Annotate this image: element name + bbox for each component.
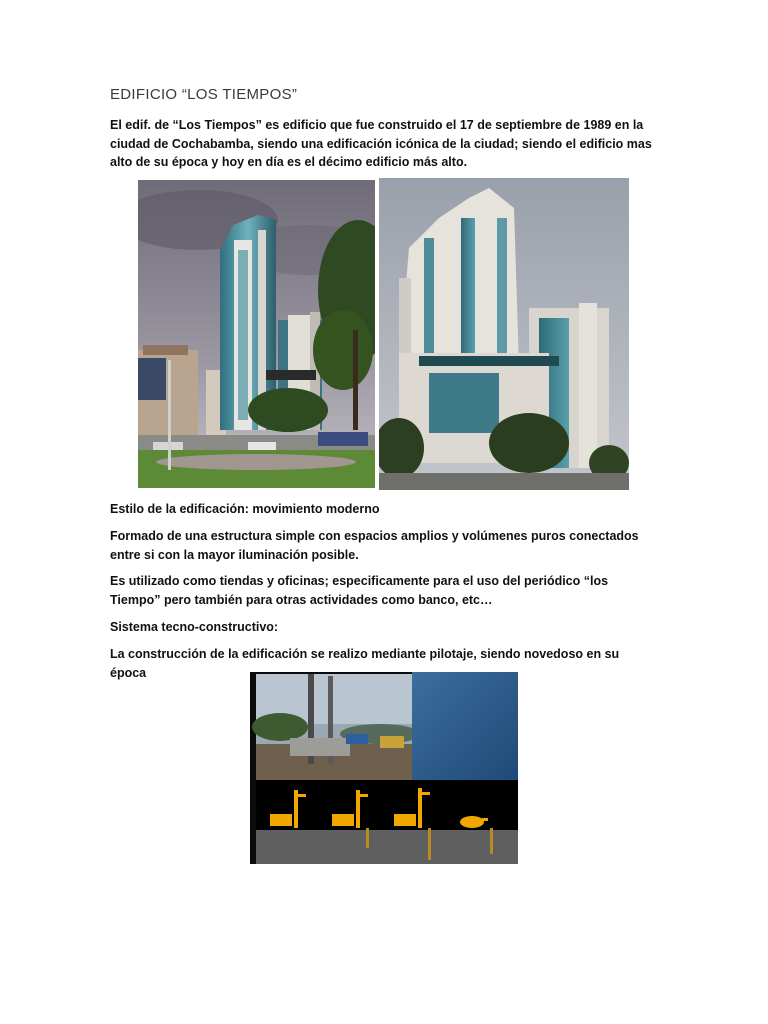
document-title: EDIFICIO “LOS TIEMPOS”: [110, 86, 298, 103]
intro-paragraph: El edif. de “Los Tiempos” es edificio que fue construido el 17 de septiembre de 1989 en la ciudad de Cochabamba, siendo una edificación icónica de la ciudad; siendo el edificio mas alto de su época y hoy en día es el décimo edificio más alto.: [110, 118, 652, 169]
construction-paragraph: La construcción de la edificación se realizo mediante pilotaje, siendo novedoso en su época: [110, 647, 620, 680]
building-photo-right: [379, 178, 629, 490]
style-heading: Estilo de la edificación: movimiento moderno: [110, 502, 380, 516]
usage-paragraph: Es utilizado como tiendas y oficinas; especificamente para el uso del periódico “los Tiempo” pero también para otras actividades como banco, etc…: [110, 574, 609, 607]
piling-construction-image: [250, 672, 518, 864]
system-heading: Sistema tecno-constructivo:: [110, 620, 279, 634]
structure-paragraph: Formado de una estructura simple con espacios amplios y volúmenes puros conectados entre si con la mayor iluminación posible.: [110, 529, 639, 562]
building-photo-left: [138, 180, 375, 488]
